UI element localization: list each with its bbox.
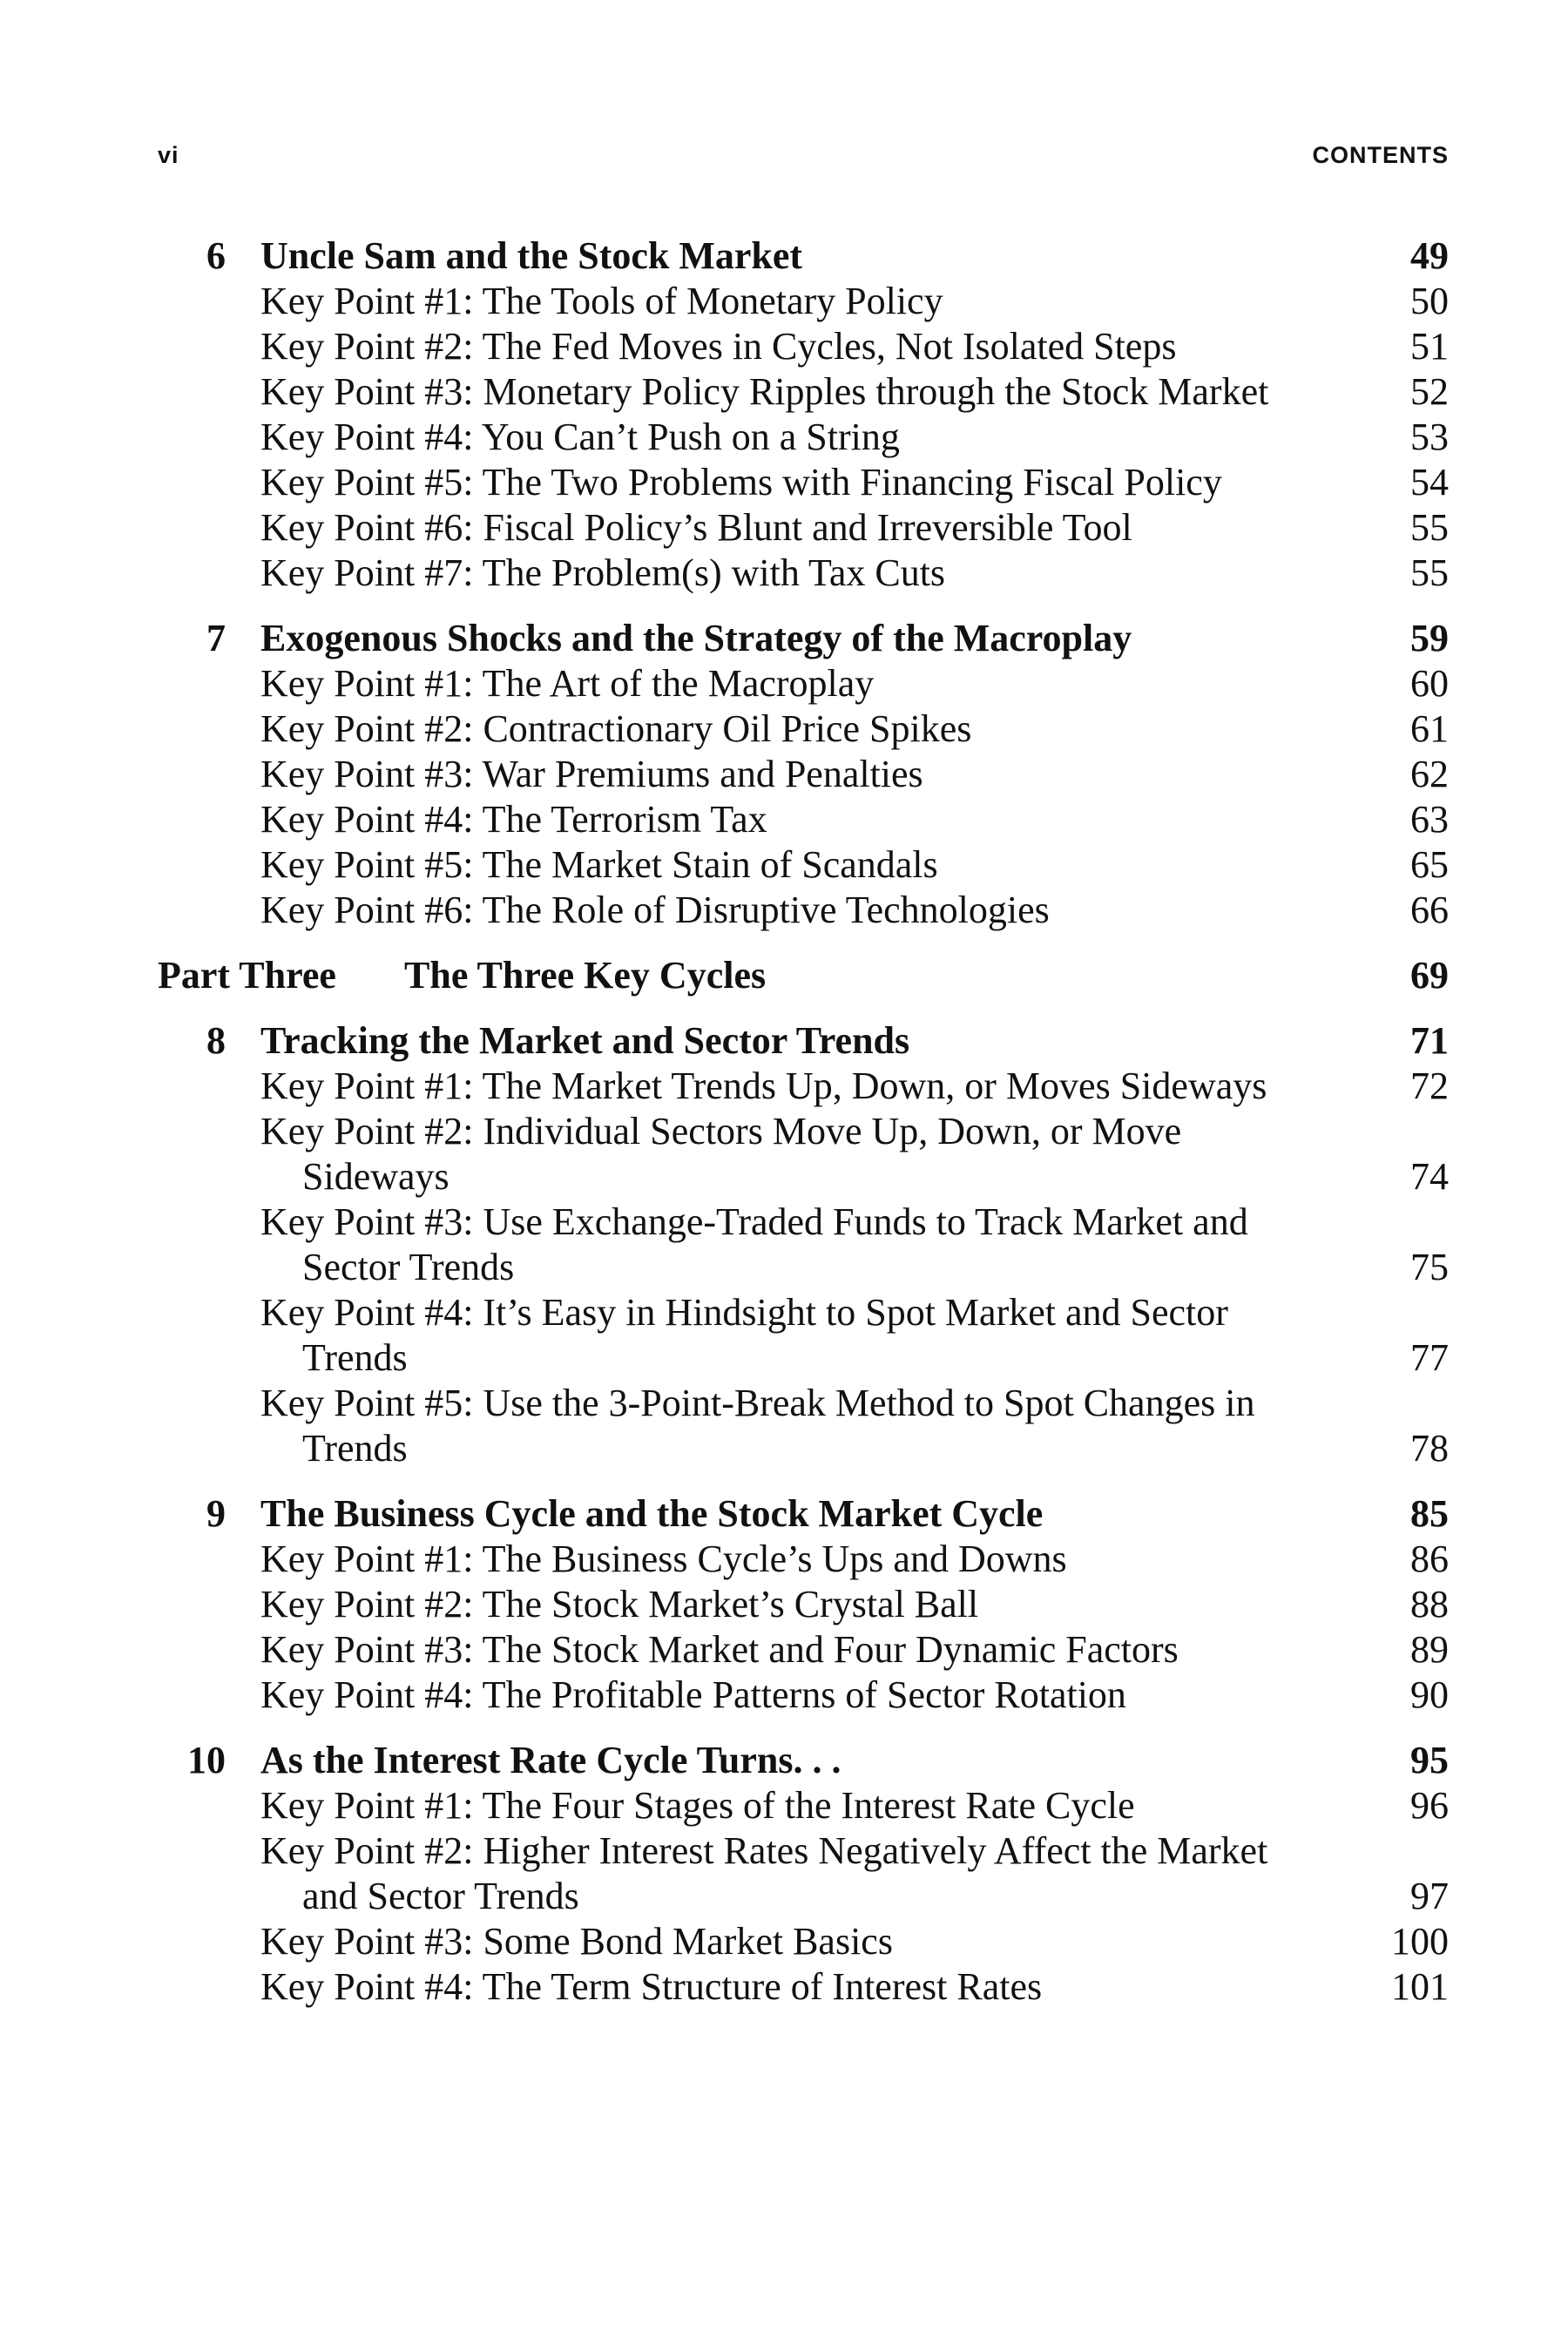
key-point-page: 60 (1410, 662, 1449, 705)
key-point-entry (158, 1200, 1449, 1290)
part-three (158, 953, 1449, 998)
key-point-page: 75 (1410, 1246, 1449, 1288)
chapter-page: 85 (1410, 1492, 1449, 1535)
key-point-entry (158, 551, 1449, 596)
key-point-page: 77 (1410, 1336, 1449, 1379)
key-point-text: Key Point #2: Individual Sectors Move Up, Down, or Move Sideways (260, 1110, 1182, 1198)
key-point-page: 52 (1410, 370, 1449, 413)
key-point-page: 51 (1410, 325, 1449, 368)
chapter-number: 8 (206, 1019, 226, 1062)
key-point-page: 55 (1410, 506, 1449, 549)
chapter-number: 7 (206, 617, 226, 659)
key-point-entry (158, 1783, 1449, 1828)
key-point-page: 61 (1410, 707, 1449, 750)
chapter-heading (158, 1491, 1449, 1537)
key-point-page: 65 (1410, 843, 1449, 886)
key-point-text: Key Point #4: The Profitable Patterns of Sector Rotation (260, 1673, 1126, 1716)
key-point-page: 101 (1391, 1965, 1449, 2008)
chapter-title: Exogenous Shocks and the Strategy of the Macroplay (260, 617, 1132, 659)
key-point-text: Key Point #1: The Four Stages of the Interest Rate Cycle (260, 1784, 1135, 1827)
table-of-contents (158, 233, 1449, 2030)
key-point-entry (158, 279, 1449, 324)
chapter-number: 9 (206, 1492, 226, 1535)
key-point-text: Key Point #3: Use Exchange-Traded Funds to Track Market and Sector Trends (260, 1200, 1248, 1288)
folio: vi (158, 141, 179, 168)
key-point-page: 50 (1410, 280, 1449, 322)
key-point-entry (158, 706, 1449, 752)
chapter-8 (158, 1018, 1449, 1471)
key-point-text: Key Point #3: The Stock Market and Four Dynamic Factors (260, 1628, 1179, 1671)
key-point-text: Key Point #4: The Term Structure of Interest Rates (260, 1965, 1043, 2008)
chapter-10 (158, 1738, 1449, 2010)
key-point-page: 66 (1410, 889, 1449, 931)
chapter-number: 10 (187, 1739, 226, 1781)
key-point-page: 89 (1410, 1628, 1449, 1671)
key-point-text: Key Point #1: The Business Cycle’s Ups and Downs (260, 1538, 1067, 1580)
key-point-text: Key Point #5: Use the 3-Point-Break Method to Spot Changes in Trends (260, 1382, 1255, 1470)
key-point-page: 90 (1410, 1673, 1449, 1716)
key-point-text: Key Point #5: The Market Stain of Scandals (260, 843, 938, 886)
chapter-heading (158, 616, 1449, 661)
key-point-entry (158, 1381, 1449, 1471)
key-point-entry (158, 797, 1449, 842)
key-point-text: Key Point #1: The Tools of Monetary Policy (260, 280, 943, 322)
chapter-number: 6 (206, 234, 226, 277)
key-point-text: Key Point #7: The Problem(s) with Tax Cuts (260, 551, 946, 594)
key-point-entry (158, 460, 1449, 505)
key-point-page: 54 (1410, 461, 1449, 504)
key-point-text: Key Point #1: The Market Trends Up, Down, or Moves Sideways (260, 1064, 1267, 1107)
key-point-entry (158, 842, 1449, 888)
key-point-entry (158, 324, 1449, 369)
chapter-page: 71 (1410, 1019, 1449, 1062)
part-page: 69 (1410, 954, 1449, 997)
key-point-text: Key Point #6: The Role of Disruptive Technologies (260, 889, 1050, 931)
key-point-text: Key Point #5: The Two Problems with Financing Fiscal Policy (260, 461, 1222, 504)
key-point-text: Key Point #3: Monetary Policy Ripples through the Stock Market (260, 370, 1269, 413)
key-point-entry (158, 1582, 1449, 1627)
chapter-9 (158, 1491, 1449, 1718)
key-point-page: 100 (1391, 1920, 1449, 1963)
chapter-page: 59 (1410, 617, 1449, 659)
key-point-text: Key Point #3: Some Bond Market Basics (260, 1920, 893, 1963)
key-point-text: Key Point #2: The Fed Moves in Cycles, Not Isolated Steps (260, 325, 1177, 368)
key-point-entry (158, 505, 1449, 551)
key-point-entry (158, 1964, 1449, 2010)
key-point-entry (158, 661, 1449, 706)
chapter-page: 49 (1410, 234, 1449, 277)
chapter-title: Tracking the Market and Sector Trends (260, 1019, 910, 1062)
key-point-page: 86 (1410, 1538, 1449, 1580)
key-point-text: Key Point #4: The Terrorism Tax (260, 798, 767, 841)
key-point-entry (158, 1537, 1449, 1582)
key-point-entry (158, 1828, 1449, 1919)
key-point-entry (158, 1627, 1449, 1673)
key-point-entry (158, 1064, 1449, 1109)
chapter-7 (158, 616, 1449, 933)
key-point-entry (158, 1919, 1449, 1964)
chapter-title: As the Interest Rate Cycle Turns. . . (260, 1739, 841, 1781)
key-point-page: 88 (1410, 1583, 1449, 1625)
key-point-page: 63 (1410, 798, 1449, 841)
key-point-page: 55 (1410, 551, 1449, 594)
chapter-6 (158, 233, 1449, 596)
part-heading (158, 953, 1449, 998)
key-point-text: Key Point #4: You Can’t Push on a String (260, 416, 900, 458)
key-point-text: Key Point #1: The Art of the Macroplay (260, 662, 875, 705)
key-point-entry (158, 415, 1449, 460)
part-title: The Three Key Cycles (404, 954, 767, 997)
key-point-entry (158, 752, 1449, 797)
key-point-page: 53 (1410, 416, 1449, 458)
key-point-entry (158, 1673, 1449, 1718)
chapter-heading (158, 233, 1449, 279)
key-point-entry (158, 1290, 1449, 1381)
key-point-text: Key Point #2: Contractionary Oil Price Spikes (260, 707, 972, 750)
chapter-title: The Business Cycle and the Stock Market Cycle (260, 1492, 1044, 1535)
running-title: CONTENTS (1312, 141, 1449, 168)
key-point-entry (158, 1109, 1449, 1200)
key-point-entry (158, 369, 1449, 415)
key-point-text: Key Point #2: The Stock Market’s Crystal Ball (260, 1583, 979, 1625)
running-head (158, 138, 1449, 172)
key-point-entry (158, 888, 1449, 933)
key-point-page: 78 (1410, 1427, 1449, 1470)
chapter-heading (158, 1018, 1449, 1064)
key-point-text: Key Point #3: War Premiums and Penalties (260, 753, 923, 795)
key-point-text: Key Point #2: Higher Interest Rates Negatively Affect the Market and Sector Trends (260, 1829, 1268, 1917)
key-point-page: 97 (1410, 1875, 1449, 1917)
key-point-text: Key Point #6: Fiscal Policy’s Blunt and Irreversible Tool (260, 506, 1132, 549)
key-point-page: 72 (1410, 1064, 1449, 1107)
chapter-title: Uncle Sam and the Stock Market (260, 234, 803, 277)
chapter-page: 95 (1410, 1739, 1449, 1781)
key-point-text: Key Point #4: It’s Easy in Hindsight to Spot Market and Sector Trends (260, 1291, 1228, 1379)
key-point-page: 96 (1410, 1784, 1449, 1827)
key-point-page: 74 (1410, 1155, 1449, 1198)
chapter-heading (158, 1738, 1449, 1783)
key-point-page: 62 (1410, 753, 1449, 795)
part-label: Part Three (158, 954, 336, 997)
